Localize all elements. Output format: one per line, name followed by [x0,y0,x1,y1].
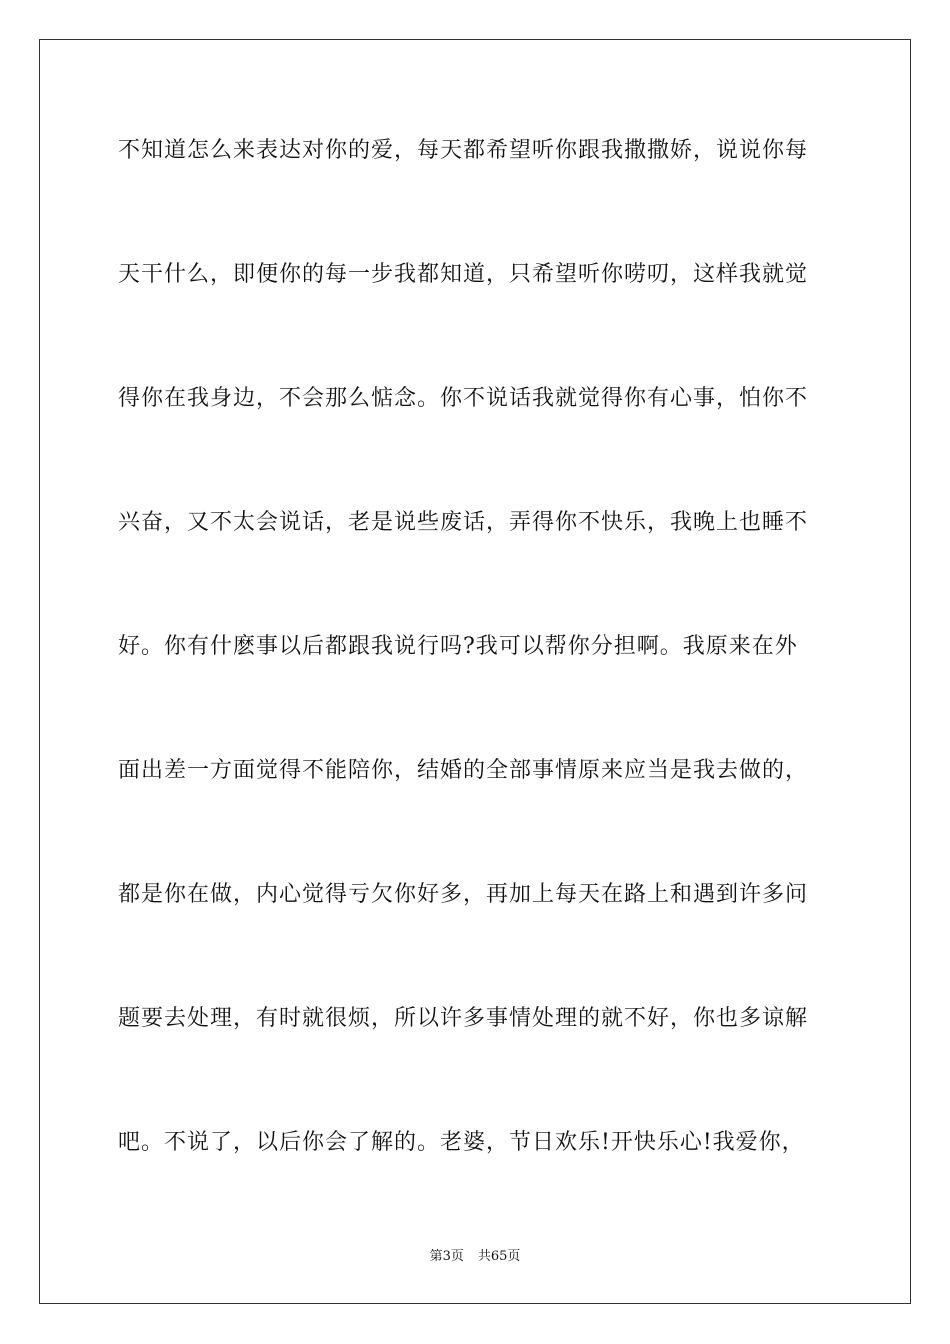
text-line-1: 不知道怎么来表达对你的爱，每天都希望听你跟我撒撒娇，说说你每 [118,138,809,163]
text-line-8: 题要去处理，有时就很烦，所以许多事情处理的就不好，你也多谅解 [118,1006,809,1031]
document-body [118,131,834,1247]
page-footer [0,1247,950,1267]
total-page-count: 共65页 [477,1249,521,1264]
text-line-4: 兴奋，又不太会说话，老是说些废话，弄得你不快乐，我晚上也睡不 [118,510,809,535]
current-page-number: 第3页 [429,1249,464,1264]
text-line-5: 好。你有什麽事以后都跟我说行吗?我可以帮你分担啊。我原来在外 [118,634,798,659]
text-line-2: 天干什么，即便你的每一步我都知道，只希望听你唠叨，这样我就觉 [118,262,809,287]
text-line-7: 都是你在做，内心觉得亏欠你好多，再加上每天在路上和遇到许多问 [118,882,809,907]
text-line-3: 得你在我身边，不会那么惦念。你不说话我就觉得你有心事，怕你不 [118,386,809,411]
text-line-6: 面出差一方面觉得不能陪你，结婚的全部事情原来应当是我去做的， [118,758,809,783]
text-line-9: 吧。不说了，以后你会了解的。老婆，节日欢乐!开快乐心!我爱你， [118,1130,805,1155]
